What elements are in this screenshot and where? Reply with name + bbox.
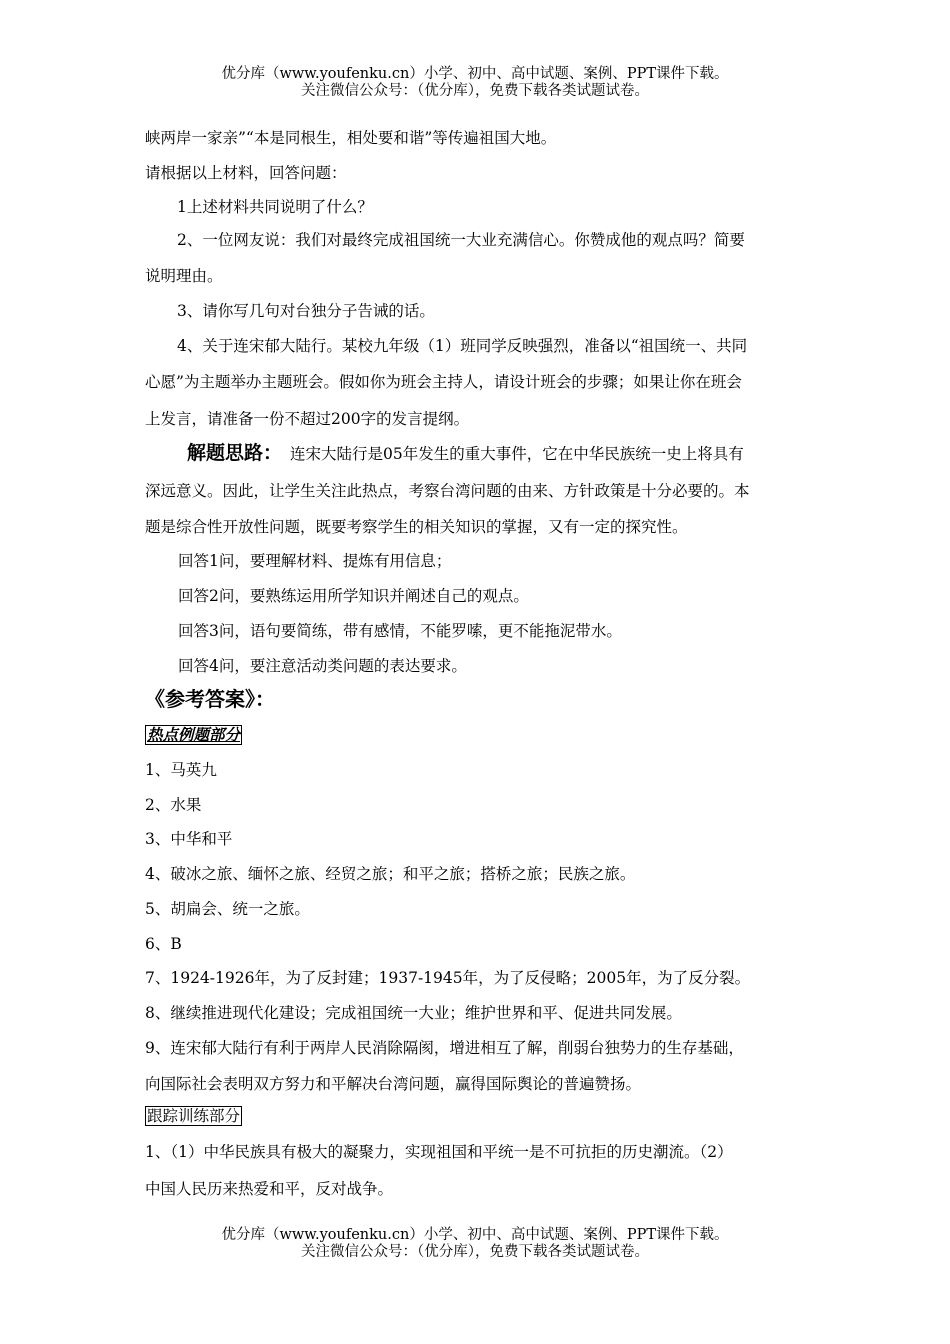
answers-title: 《参考答案》： bbox=[145, 687, 275, 711]
answer-item: 3、中华和平 bbox=[145, 830, 233, 848]
section-hot-examples bbox=[145, 725, 242, 745]
tracking-answer-line-2: 中国人民历来热爱和平，反对战争。 bbox=[145, 1180, 394, 1198]
section-tracking-label: 跟踪训练部分 bbox=[147, 1107, 241, 1125]
section-hot-examples-label: 热点例题部分 bbox=[147, 725, 241, 744]
answer-item: 向国际社会表明双方努力和平解决台湾问题，赢得国际舆论的普遍赞扬。 bbox=[145, 1075, 642, 1093]
question-1: 1上述材料共同说明了什么？ bbox=[177, 198, 373, 216]
analysis-line-2: 深远意义。因此，让学生关注此热点，考察台湾问题的由来、方针政策是十分必要的。本 bbox=[145, 482, 750, 500]
answer-item: 6、B bbox=[145, 935, 182, 953]
answer-item: 1、马英九 bbox=[145, 761, 217, 779]
page-header bbox=[0, 66, 950, 100]
question-2-line-1: 2、一位网友说：我们对最终完成祖国统一大业充满信心。你赞成他的观点吗？简要 bbox=[177, 231, 745, 249]
material-tail: 峡两岸一家亲”“本是同根生，相处要和谐”等传遍祖国大地。 bbox=[145, 129, 557, 147]
analysis-line-3: 题是综合性开放性问题，既要考察学生的相关知识的掌握，又有一定的探究性。 bbox=[145, 518, 688, 536]
question-2-line-2: 说明理由。 bbox=[145, 267, 223, 285]
footer-line-1: 优分库（www.youfenku.cn）小学、初中、高中试题、案例、PPT课件下载。 bbox=[221, 1227, 729, 1243]
answer-item: 4、破冰之旅、缅怀之旅、经贸之旅；和平之旅；搭桥之旅；民族之旅。 bbox=[145, 865, 636, 883]
question-4-line-2: 心愿”为主题举办主题班会。假如你为班会主持人，请设计班会的步骤；如果让你在班会 bbox=[145, 373, 742, 391]
analysis-label: 解题思路： bbox=[187, 442, 283, 464]
question-3: 3、请你写几句对台独分子告诫的话。 bbox=[177, 302, 435, 320]
tracking-answer-line-1: 1、（1）中华民族具有极大的凝聚力，实现祖国和平统一是不可抗拒的历史潮流。（2） bbox=[145, 1143, 733, 1161]
answer-item: 5、胡扁会、统一之旅。 bbox=[145, 900, 310, 918]
analysis-text-1: 连宋大陆行是05年发生的重大事件，它在中华民族统一史上将具有 bbox=[290, 445, 744, 463]
answer-tip-1: 回答1问，要理解材料、提炼有用信息； bbox=[178, 552, 452, 570]
header-line-2: 关注微信公众号：（优分库），免费下载各类试题试卷。 bbox=[301, 83, 649, 99]
answer-item: 2、水果 bbox=[145, 796, 202, 814]
answer-item: 8、继续推进现代化建设；完成祖国统一大业；维护世界和平、促进共同发展。 bbox=[145, 1004, 682, 1022]
answer-item: 9、连宋郁大陆行有利于两岸人民消除隔阂，增进相互了解，削弱台独势力的生存基础， bbox=[145, 1039, 744, 1057]
answer-tip-2: 回答2问，要熟练运用所学知识并阐述自己的观点。 bbox=[178, 587, 529, 605]
question-prompt: 请根据以上材料，回答问题： bbox=[145, 164, 347, 182]
footer-line-2: 关注微信公众号：（优分库），免费下载各类试题试卷。 bbox=[301, 1244, 649, 1260]
header-line-1: 优分库（www.youfenku.cn）小学、初中、高中试题、案例、PPT课件下载。 bbox=[221, 66, 729, 82]
answer-tip-4: 回答4问，要注意活动类问题的表达要求。 bbox=[178, 657, 467, 675]
question-4-line-3: 上发言，请准备一份不超过200字的发言提纲。 bbox=[145, 410, 470, 428]
question-4-line-1: 4、关于连宋郁大陆行。某校九年级（1）班同学反映强烈，准备以“祖国统一、共同 bbox=[177, 337, 748, 355]
answer-item: 7、1924-1926年，为了反封建；1937-1945年，为了反侵略；2005年，为了反分裂。 bbox=[145, 969, 751, 987]
section-tracking bbox=[145, 1106, 242, 1126]
analysis-line-1 bbox=[187, 443, 744, 464]
page-footer bbox=[0, 1227, 950, 1261]
answer-tip-3: 回答3问，语句要简练，带有感情，不能罗嗦，更不能拖泥带水。 bbox=[178, 622, 622, 640]
